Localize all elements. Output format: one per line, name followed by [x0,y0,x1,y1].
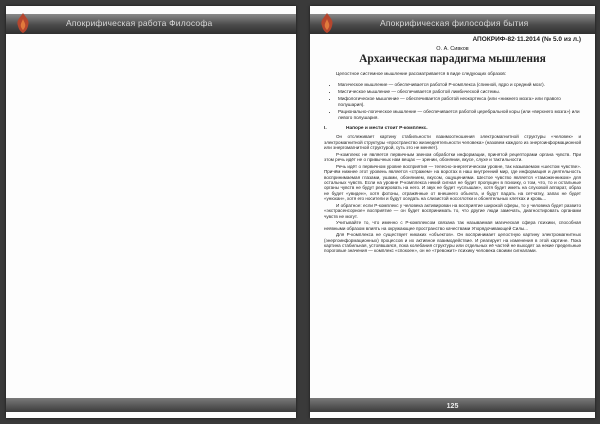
right-header-title: Апокрифическая философия бытия [380,18,529,28]
list-item: • Мистическое мышление — обеспечивается работой лимбической системы. [338,89,581,95]
article-title: Архаическая парадигма мышления [359,53,546,65]
list-item: • Мифологическое мышление — обеспечивается работой неокортекса (или «нижнего мозга» или правого полушария). [338,96,581,107]
article-author: О. А. Сивков [436,46,469,52]
left-page [6,6,296,418]
section-number: I. [324,126,327,132]
list-item: • Рационально-логическое мышление — обеспечивается работой церебральной коры (или «верхнего мозга») или левого полушария. [338,109,581,120]
left-header-title: Апокрифическая работа Философа [66,18,213,28]
paragraph: И обратное: если Р-комплекс у человека активирован на восприятие широкой сферы, то у человека будет развито «экстрасенсорное» восприятие — он будет воспринимать то, что другие люди замечать, диагностировать органами чувств не могут. [324,202,581,219]
left-header-bar [6,14,296,34]
flame-logo-icon [318,12,336,34]
right-page [310,6,595,418]
paragraph: Р-комплекс не является первичным звеном обработки информации, принятой рецепторами органа чувств. При этом речь идёт не о привычных нам вещах — зрении, обонянии, вкусе, слухе и тактильности. [324,151,581,163]
flame-logo-icon [14,12,32,34]
section-heading [324,126,581,131]
bullet-list [324,82,581,120]
paragraph: Для Р-комплекса не существует никаких «объектов». Он воспринимает целостную картину электромагнитных (энергоинформационных) процессов и их активное взаимодействие. И реагирует на изменения в этой картине. Пока картина стабильная, устоявшаяся, пока колебания структуры или отдельных её частей не выходят за некие предельные пороговые значения — комплекс «спокоен», он не «тревожит» психику человека своими сигналами. [324,232,581,254]
left-footer-bar [6,398,296,412]
paragraph: Речь идёт о первичном уровне восприятия — телесно-энергетическом уровне, так называемом «шестом чувстве». Причём нижнее этот уровень является «стражем» на воротах в наш внутренний мир, где информация и деятельность воспринимаемая глазами, ушами, обонянием, вкусом, ощущениями. Шестое чувство является «таможенником» для остальных чувств. Если на уровне Р-комплекса некий сигнал не будет пропущен в психику, о том, что, то и остальные органы чувств не будут реагировать на него. И звук не будет «услышан», хотя будет иметь на слуховой аппарат, образ не будет «увиден», хотя фотоны, отражённые от внешнего объекта, и будут падать на сетчатку, запах не будет «унюхан», хотя его носители и будут оседать на слизистой носоглотки и обонятельных клетках и кровь... [324,163,581,202]
page-number: 125 [446,403,459,410]
article [324,46,581,255]
list-item: • Магическое мышление — обеспечивается работой Р-комплекса (спинной, ядро и средний мозг). [338,82,581,88]
article-intro: Целостное системное мышление рассматривается в виде следующих образов: [336,71,507,76]
section-title: Напоре и мести стоит Р-комплекс. [346,126,428,132]
paragraph: Он отслеживает картину стабильности взаимоотношения электромагнитной структуры «человек» и электромагнитной структуры «пространство жизнедеятельности человека» (назовем каждого из энергоинформационной или энергомагнитной структурой, суть это не меняет). [324,134,581,151]
paragraph: Учитывайте то, что именно с Р-комплексом связана так называемая магическая сфера психики, способная неявными образом влиять на окружающее пространство качествами Упорядочивающей Силы... [324,220,581,231]
issue-line: АПОКРИФ-82·11.2014 (№ 5.0 из л.) [472,36,581,43]
right-header-bar [310,14,595,34]
